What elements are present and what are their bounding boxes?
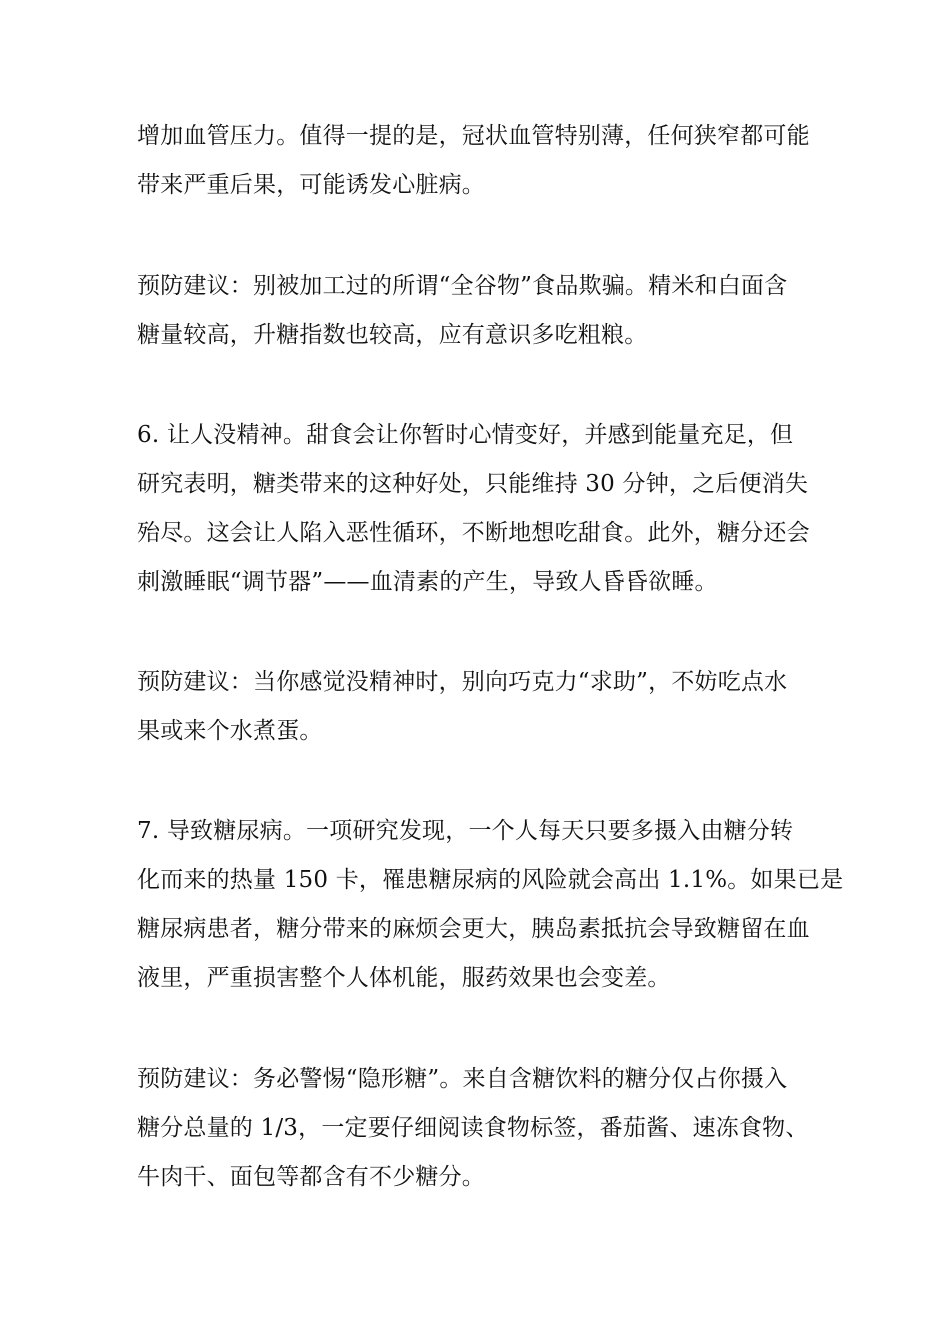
paragraph-line: 糖分总量的 1/3，一定要仔细阅读食物标签，番茄酱、速冻食物、 [137,1115,809,1141]
paragraph-line: 果或来个水煮蛋。 [137,718,323,744]
paragraph-line: 预防建议：别被加工过的所谓“全谷物”食品欺骗。精米和白面含 [137,273,788,299]
paragraph-line: 预防建议：当你感觉没精神时，别向巧克力“求助”，不妨吃点水 [137,669,788,695]
paragraph-line: 带来严重后果，可能诱发心脏病。 [137,172,485,198]
paragraph-line: 预防建议：务必警惕“隐形糖”。来自含糖饮料的糖分仅占你摄入 [137,1066,788,1092]
paragraph-heart-risk [137,112,827,210]
paragraph-prevention-energy [137,658,827,756]
paragraph-line: 增加血管压力。值得一提的是，冠状血管特别薄，任何狭窄都可能 [137,123,810,149]
paragraph-prevention-hidden-sugar [137,1055,827,1202]
paragraph-prevention-grains [137,262,827,360]
paragraph-line: 6. 让人没精神。甜食会让你暂时心情变好，并感到能量充足，但 [137,422,794,448]
paragraph-line: 研究表明，糖类带来的这种好处，只能维持 30 分钟，之后便消失 [137,471,809,497]
paragraph-line: 液里，严重损害整个人体机能，服药效果也会变差。 [137,965,671,991]
paragraph-line: 化而来的热量 150 卡，罹患糖尿病的风险就会高出 1.1%。如果已是 [137,867,844,893]
paragraph-line: 刺激睡眠“调节器”——血清素的产生，导致人昏昏欲睡。 [137,569,718,595]
paragraph-line: 7. 导致糖尿病。一项研究发现，一个人每天只要多摄入由糖分转 [137,818,794,844]
paragraph-line: 糖量较高，升糖指数也较高，应有意识多吃粗粮。 [137,322,648,348]
paragraph-line: 殆尽。这会让人陷入恶性循环，不断地想吃甜食。此外，糖分还会 [137,520,810,546]
paragraph-item-6-fatigue [137,411,827,607]
paragraph-line: 糖尿病患者，糖分带来的麻烦会更大，胰岛素抵抗会导致糖留在血 [137,916,810,942]
paragraph-item-7-diabetes [137,807,844,1003]
paragraph-line: 牛肉干、面包等都含有不少糖分。 [137,1164,485,1190]
